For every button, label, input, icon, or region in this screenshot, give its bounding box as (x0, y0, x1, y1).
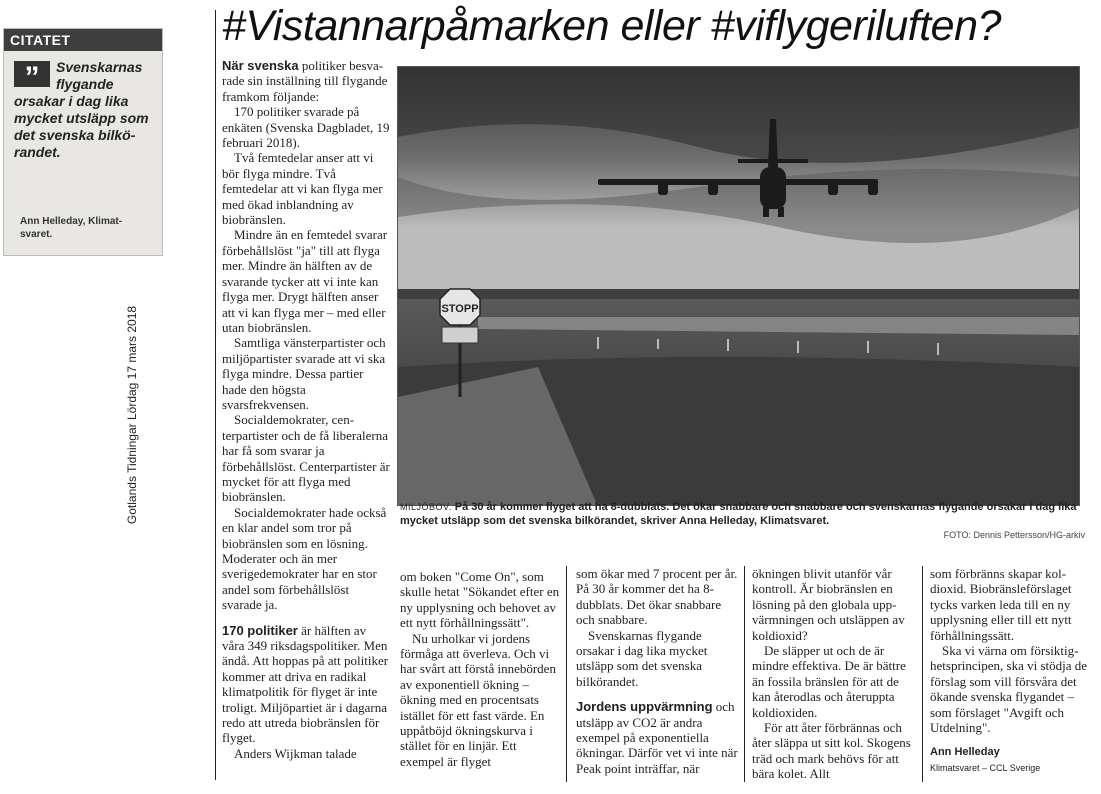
article-column-2 (400, 569, 560, 769)
col5-paragraph: Ska vi värna om försiktighetsprincipen, ska vi stödja de förslag som vill försvåra det ökande svenska flygandet – som förslaget "Avgift och Utdelning". (930, 643, 1088, 736)
stop-sign-text: STOPP (441, 303, 479, 315)
author-organization: Klimatsvaret – CCL Sverige (930, 762, 1041, 773)
col1-paragraph: 170 politiker svarade på enkäten (Svenska Dagbladet, 19 februari 2018). (222, 104, 390, 151)
col4-paragraph: ökningen blivit utanför vår kontroll. Är biobränslen en lösning på den globala uppvärmningen och utsläppen av koldioxid? (752, 566, 905, 643)
column-rule (922, 566, 923, 782)
source-stamp (124, 296, 140, 536)
quote-box-header: CITATET (4, 29, 162, 51)
caption-text: På 30 år kommer flyget att ha 8-dubblats. Det ökar snabbare och snabbare och svenskarnas flygande orsakar i dag lika mycket utsläpp som det svenska bilkörandet, skriver Anna Helleday, Klimatsvaret. (400, 501, 1077, 527)
article-column-5 (930, 566, 1092, 776)
photo-credit: FOTO: Dennis Pettersson/HG-arkiv (943, 530, 1085, 540)
article-column-4 (752, 566, 916, 782)
quote-text-block (14, 59, 150, 161)
col1-section-text: är hälften av våra 349 riksdagspolitiker. Men ändå. Att hoppas på att politiker kommer att driva en radikal klimatpolitik för flyget är inte troligt. Miljöpartiet är i dagarna redo att utreda biobränslen för flyget. (222, 622, 389, 746)
photo-caption (400, 500, 1086, 528)
headline: #Vistannarpåmarken eller #viflygeriluften? (222, 2, 1001, 50)
col1-paragraph: Socialdemokrater, centerpartister och de få liberalerna har få som svarar ja förbehållslöst. Centerpartister är mycket för att flyga med biobränslen. (222, 412, 390, 505)
quote-box (3, 28, 163, 256)
col2-paragraph: Nu urholkar vi jordens förmåga att överleva. Och vi har svårt att förstå innebörden av exponentiell ökning – ökning med en procentsats istället för ett fast värde. En uppåtböjd ökningskurva i stället för en linjär. Ett exempel är flyget (400, 630, 556, 769)
col3-section-text: och utsläpp av CO2 är andra exempel på exponentiella ökningar. Därför vet vi inte när Peak point inträffar, när (576, 699, 738, 776)
col3-section-lead: Jordens uppvärmning (576, 699, 713, 715)
col5-paragraph: som förbränns skapar koldioxid. Biobränsleförslaget tycks varken leda till en ny upplysning eller till ett nytt förhållningssätt. (930, 566, 1072, 643)
col3-paragraph: som ökar med 7 procent per år. På 30 år kommer det ha 8-dubblats. Det ökar snabbare och snabbare. (576, 566, 738, 628)
column-rule (215, 10, 216, 780)
column-rule (744, 566, 745, 782)
col1-section (222, 623, 390, 746)
quote-mark-icon: ” (14, 61, 50, 87)
col1-paragraph-intro (222, 58, 390, 104)
source-stamp-text: Gotlands Tidningar Lördag 17 mars 2018 (125, 305, 139, 525)
col4-paragraph: För att åter förbrännas och åter släppa ut sitt kol. Skogens träd och mark behövs för att bära kolet. Allt (752, 720, 911, 782)
col1-paragraph: Socialdemokrater hade också en klar andel som tror på biobränslen som en lösning. Moderater och än mer sverigedemokrater har en stor andel som förbehållslöst svarade ja. (222, 504, 387, 613)
caption-tag: MILJÖBOV. (400, 502, 452, 512)
col1-paragraph: Mindre än en femtedel svarar förbehållslöst "ja" till att flyga mer. Mindre än hälften av de svarande tycker att vi inte kan flyga mer. Drygt hälften anser att vi kan flyga mer – med eller utan biobränslen. (222, 227, 388, 335)
col1-paragraph: Två femtedelar anser att vi bör flyga mindre. Två femtedelar att vi kan flyga mer med ökad inblandning av biobränslen. (222, 150, 383, 228)
column-rule (566, 566, 567, 782)
col1-lead: När svenska (222, 58, 299, 73)
col4-paragraph: De släpper ut och de är mindre effektiva. De är bättre än fossila bränslen för att de kan återodlas och återuppta koldioxiden. (752, 643, 906, 720)
col1-intro-text: politiker besvarade sin inställning till flygande framkom följande: (222, 58, 388, 104)
quote-author: Ann Helleday, Klimatsvaret. (20, 216, 123, 240)
article-column-1 (222, 58, 390, 761)
col3-paragraph: Svenskarnas flygande orsakar i dag lika mycket utsläpp som det svenska bilkörandet. (576, 627, 708, 689)
author-name: Ann Helleday (930, 746, 1000, 759)
col1-paragraph: Samtliga vänsterpartister och miljöpartister svarade att vi ska flyga mindre. Dessa partier hade den högsta svarsfrekvensen. (222, 335, 386, 412)
airplane-photo-illustration (398, 67, 1080, 506)
article-photo (397, 66, 1080, 506)
col2-paragraph: om boken "Come On", som skulle hetat "Sökandet efter en ny upplysning och behovet av ett nytt förhållningssätt". (400, 569, 560, 631)
quote-text: Svenskarnas flygande orsakar i dag lika mycket utsläpp som det svenska bilkörandet. (14, 59, 149, 160)
col1-paragraph-last: Anders Wijkman talade (234, 745, 357, 761)
col1-section-lead: 170 politiker (222, 622, 298, 638)
col3-section (576, 699, 738, 776)
article-column-3 (576, 566, 738, 776)
